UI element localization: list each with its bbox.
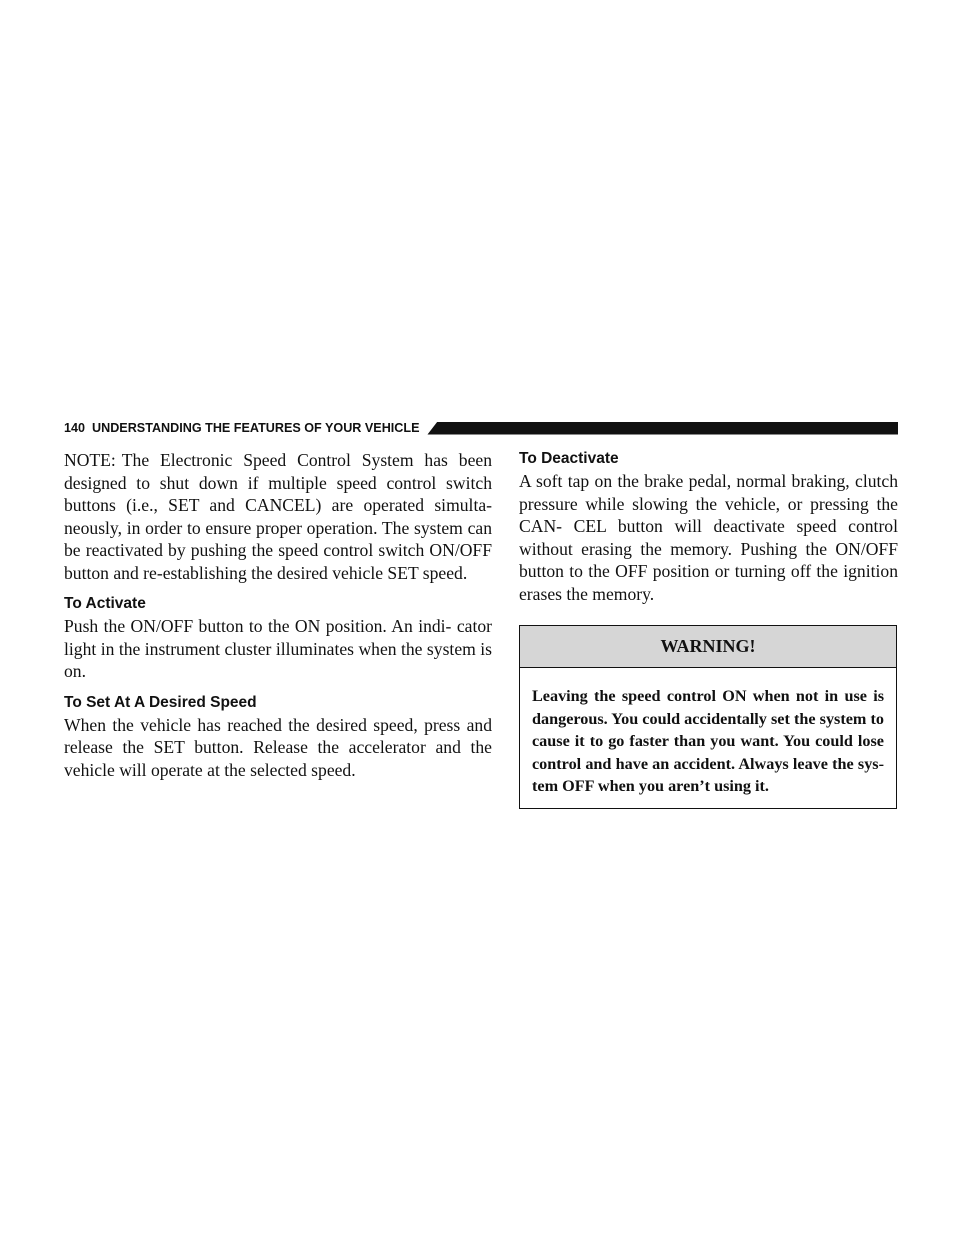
right-column [519,449,898,809]
deactivate-heading: To Deactivate [519,450,619,467]
activate-paragraph: Push the ON/OFF button to the ON position. An indi- cator light in the instrument cluster illuminates when the system is on. [64,616,492,681]
header-label [64,420,419,436]
note-label: NOTE: [64,450,116,470]
warning-text: Leaving the speed control ON when not in use is dangerous. You could accidentally set the system to cause it to go faster than you want. You could lose control and have an accident. Always leave the sys- tem OFF when you aren’t using it. [532,687,884,795]
note-paragraph [64,449,492,584]
set-speed-paragraph: When the vehicle has reached the desired speed, press and release the SET button. Release the accelerator and the vehicle will operate at the selected speed. [64,714,492,780]
set-speed-heading: To Set At A Desired Speed [64,693,257,711]
activate-heading: To Activate [64,595,146,612]
page-header [64,420,898,436]
header-bar [427,422,898,435]
note-text: The Electronic Speed Control System has been designed to shut down if multiple speed control switch buttons (i.e., SET and CANCEL) are operated simulta- neously, in order to ensure proper operation. The system can be reactivated by pushing the speed control switch ON/OFF button and re-establishing the desired vehicle SET speed. [64,450,492,583]
left-column [64,449,492,781]
page-number: 140 [64,421,86,435]
warning-box [519,625,897,809]
deactivate-paragraph: A soft tap on the brake pedal, normal braking, clutch pressure while slowing the vehicle, or pressing the CAN- CEL button will deactivate speed control without erasing the memory. Pushing the ON/OFF button to the OFF position or turning off the ignition erases the memory. [519,471,898,604]
section-title: UNDERSTANDING THE FEATURES OF YOUR VEHICLE [92,421,420,435]
warning-title: WARNING! [520,626,896,668]
